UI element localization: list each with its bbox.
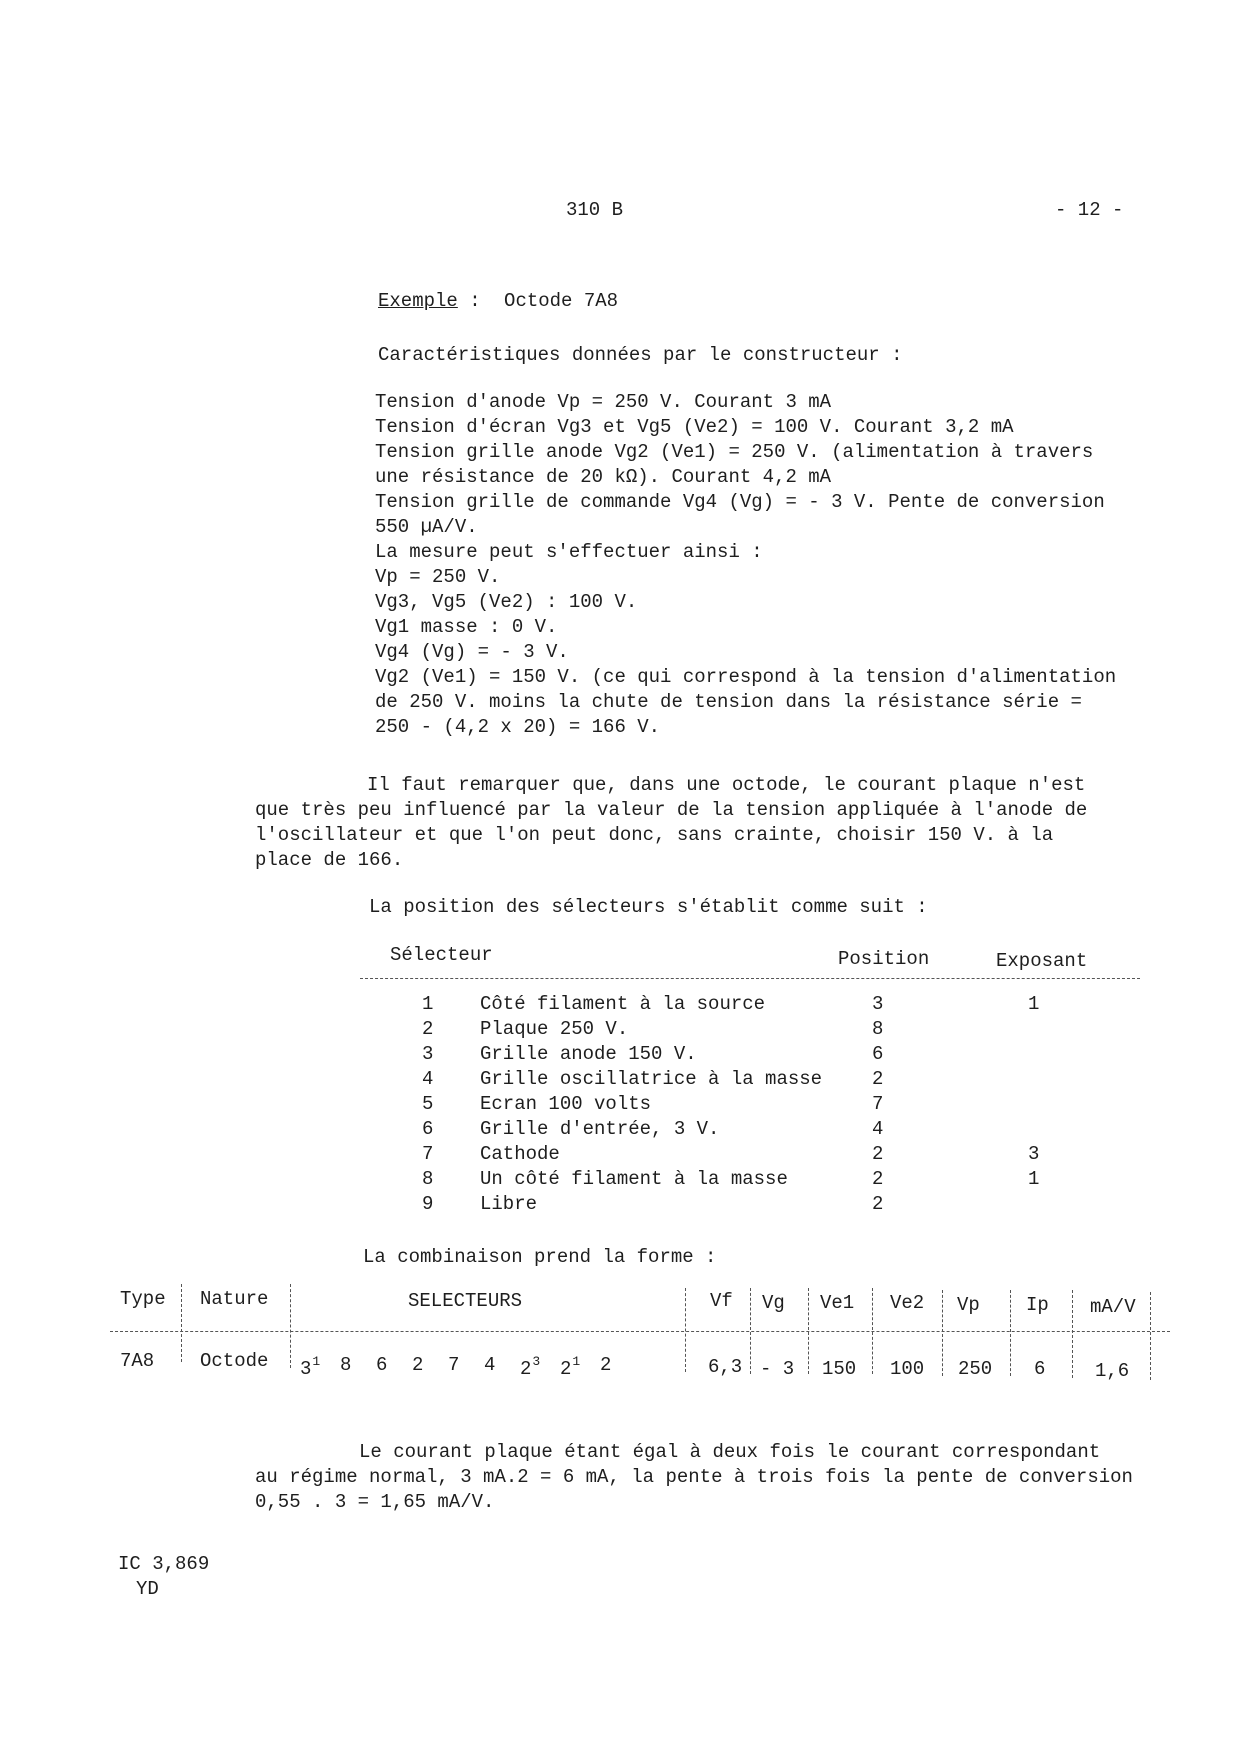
row-ve1: 150 [822,1358,857,1380]
col-selectors-header: SELECTEURS [408,1290,523,1312]
combination-table [110,1280,1170,1420]
footer-initials: YD [136,1578,159,1600]
row-ve2: 100 [890,1358,925,1380]
char-line: de 250 V. moins la chute de tension dans la résistance série = [375,691,1082,713]
selector-description: Libre [480,1193,538,1215]
selector-position: 7 [872,1093,884,1115]
selector-value [340,1354,351,1376]
selector-rows [360,992,1140,1222]
row-vp: 250 [958,1358,993,1380]
conclusion-paragraph [255,1440,1155,1530]
selector-position: 2 [872,1068,884,1090]
conclusion-line: 0,55 . 3 = 1,65 mA/V. [255,1491,495,1513]
col-ip-header: Ip [1026,1294,1049,1316]
selector-description: Grille anode 150 V. [480,1043,697,1065]
doc-code: 310 B [566,199,624,221]
col-divider [685,1288,686,1372]
col-divider [1010,1290,1011,1376]
selector-exponent: 3 [532,1354,541,1369]
selector-exponent: 1 [572,1354,581,1369]
selector-value [412,1354,423,1376]
char-line: Tension grille de commande Vg4 (Vg) = - 3 V. Pente de conversion [375,491,1105,513]
selector-value [560,1354,580,1380]
selector-table [360,940,1150,1230]
selector-number: 9 [422,1193,434,1215]
selector-number: 8 [422,1168,434,1190]
combination-divider [110,1331,1170,1332]
selector-value [600,1354,611,1376]
selector-digit: 4 [484,1354,496,1376]
selector-digit: 8 [340,1354,352,1376]
exponent-header: Exposant [996,950,1088,972]
char-line: 250 - (4,2 x 20) = 166 V. [375,716,661,738]
selector-number: 4 [422,1068,434,1090]
selector-number: 5 [422,1093,434,1115]
selector-description: Ecran 100 volts [480,1093,652,1115]
page-number: - 12 - [1055,199,1124,221]
selector-description: Côté filament à la source [480,993,766,1015]
selector-digit: 2 [412,1354,424,1376]
char-line: Vg2 (Ve1) = 150 V. (ce qui correspond à la tension d'alimentation [375,666,1117,688]
selector-position: 2 [872,1193,884,1215]
selector-number: 7 [422,1143,434,1165]
remark-paragraph [255,773,1155,883]
col-divider [750,1288,751,1374]
selector-exponent: 1 [312,1354,321,1369]
row-nature: Octode [200,1350,269,1372]
col-vg-header: Vg [762,1292,785,1314]
example-title: Octode 7A8 [504,290,619,312]
col-divider [808,1288,809,1374]
selector-position: 8 [872,1018,884,1040]
col-nature-header: Nature [200,1288,269,1310]
col-type-header: Type [120,1288,166,1310]
char-line: Tension d'anode Vp = 250 V. Courant 3 mA [375,391,832,413]
col-ve1-header: Ve1 [820,1292,855,1314]
col-vp-header: Vp [957,1294,980,1316]
selector-value [484,1354,495,1376]
col-divider [1150,1292,1151,1380]
selector-exponent: 3 [1028,1143,1040,1165]
selector-value [376,1354,387,1376]
col-vf-header: Vf [710,1290,733,1312]
col-ve2-header: Ve2 [890,1292,925,1314]
selector-digit: 6 [376,1354,388,1376]
selector-position: 3 [872,993,884,1015]
remark-line: que très peu influencé par la valeur de la tension appliquée à l'anode de [255,799,1088,821]
selector-digit: 2 [520,1358,532,1380]
char-line: La mesure peut s'effectuer ainsi : [375,541,763,563]
selector-position: 2 [872,1168,884,1190]
combination-intro: La combinaison prend la forme : [363,1246,717,1268]
col-divider [1072,1290,1073,1378]
selector-exponent: 1 [1028,993,1040,1015]
selector-description: Plaque 250 V. [480,1018,629,1040]
row-selectors [300,1350,680,1380]
row-slope: 1,6 [1095,1360,1130,1382]
char-line: Vg3, Vg5 (Ve2) : 100 V. [375,591,638,613]
characteristics-intro: Caractéristiques données par le constructeur : [378,344,903,366]
remark-line: place de 166. [255,849,404,871]
row-vf: 6,3 [708,1356,743,1378]
example-heading [378,290,618,312]
row-ip: 6 [1034,1358,1046,1380]
char-line: 550 µA/V. [375,516,478,538]
selector-description: Un côté filament à la masse [480,1168,788,1190]
selector-description: Cathode [480,1143,560,1165]
col-divider [181,1284,182,1362]
col-divider [942,1290,943,1376]
col-divider [872,1288,873,1374]
selector-position: 6 [872,1043,884,1065]
char-line: Tension d'écran Vg3 et Vg5 (Ve2) = 100 V. Courant 3,2 mA [375,416,1014,438]
char-line: une résistance de 20 kΩ). Courant 4,2 mA [375,466,832,488]
char-line: Vg1 masse : 0 V. [375,616,558,638]
selector-position: 2 [872,1143,884,1165]
selector-digit: 7 [448,1354,460,1376]
selector-description: Grille oscillatrice à la masse [480,1068,823,1090]
remark-line: l'oscillateur et que l'on peut donc, sans crainte, choisir 150 V. à la [255,824,1054,846]
position-header: Position [838,948,930,970]
footer-ref: IC 3,869 [118,1553,210,1575]
selector-digit: 2 [560,1358,572,1380]
selector-value [520,1354,540,1380]
selector-description: Grille d'entrée, 3 V. [480,1118,720,1140]
selector-number: 1 [422,993,434,1015]
char-line: Tension grille anode Vg2 (Ve1) = 250 V. (alimentation à travers [375,441,1094,463]
selector-intro: La position des sélecteurs s'établit comme suit : [369,896,928,918]
selector-number: 2 [422,1018,434,1040]
selector-exponent: 1 [1028,1168,1040,1190]
example-colon: : [469,290,481,312]
selector-value [300,1354,320,1380]
header-divider [360,978,1140,979]
row-type: 7A8 [120,1350,155,1372]
selector-header: Sélecteur [390,944,493,966]
selector-digit: 2 [600,1354,612,1376]
remark-line: Il faut remarquer que, dans une octode, le courant plaque n'est [367,774,1086,796]
char-line: Vg4 (Vg) = - 3 V. [375,641,569,663]
col-divider [290,1284,291,1368]
example-label: Exemple [378,290,458,312]
selector-position: 4 [872,1118,884,1140]
selector-value [448,1354,459,1376]
selector-digit: 3 [300,1358,312,1380]
characteristics-block [375,390,1135,750]
row-vg: - 3 [760,1358,795,1380]
col-slope-header: mA/V [1090,1296,1136,1318]
selector-number: 6 [422,1118,434,1140]
conclusion-line: Le courant plaque étant égal à deux fois le courant correspondant [359,1441,1101,1463]
selector-number: 3 [422,1043,434,1065]
conclusion-line: au régime normal, 3 mA.2 = 6 mA, la pente à trois fois la pente de conversion [255,1466,1133,1488]
char-line: Vp = 250 V. [375,566,501,588]
